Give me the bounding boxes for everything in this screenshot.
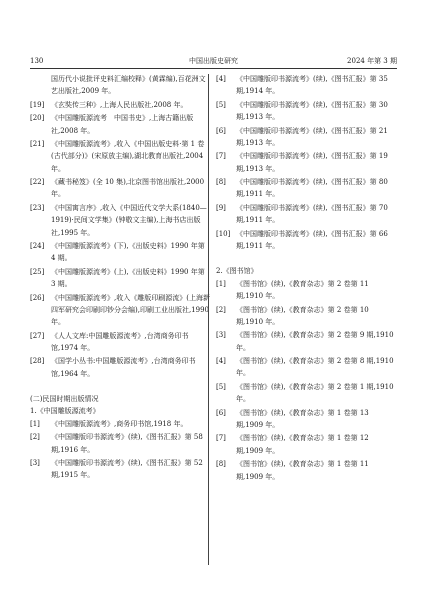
- reference-item: [30, 112, 210, 137]
- reference-text: 《中国雕版源流考》,商务印书馆,1918 年。: [51, 419, 188, 428]
- reference-text: 《中国雕版印书源流考》(续),《图书汇报》第 66 期,1911 年。: [236, 229, 388, 250]
- reference-index: [3]: [216, 331, 226, 340]
- reference-list-d: [216, 278, 396, 483]
- reference-index: [1]: [30, 419, 40, 428]
- reference-index: [5]: [216, 100, 226, 109]
- column-divider: [208, 74, 209, 565]
- reference-item: [30, 240, 210, 265]
- reference-index: [10]: [216, 229, 231, 238]
- reference-index: [4]: [216, 357, 226, 366]
- reference-text: 《图书馆》(续),《教育杂志》第 2 卷第 9 期,1910 年。: [236, 331, 394, 352]
- reference-item: [216, 432, 396, 457]
- reference-index: [26]: [30, 293, 45, 302]
- subsection-heading: 2.《图书馆》: [216, 267, 258, 276]
- header-rule: [30, 68, 397, 69]
- reference-text: 《中国雕版印书源流考》(续),《图书汇报》第 52 期,1915 年。: [51, 459, 203, 480]
- reference-list-b: [30, 418, 210, 482]
- reference-item: [216, 125, 396, 150]
- reference-list-a: [30, 99, 210, 380]
- reference-text: 《人人文库:中国雕版源流考》,台湾商务印书馆,1974 年。: [51, 331, 189, 352]
- subsection-heading: 1.《中国雕版源流考》: [30, 407, 100, 416]
- right-column: [216, 73, 396, 484]
- reference-item: [30, 266, 210, 291]
- reference-index: [19]: [30, 100, 45, 109]
- reference-index: [27]: [30, 331, 45, 340]
- reference-index: [7]: [216, 152, 226, 161]
- reference-text: 《玄奘传三种》,上海人民出版社,2008 年。: [51, 100, 188, 109]
- reference-text: 《中国雕版源流考》(上),《出版史料》1990 年第 3 期。: [51, 267, 205, 289]
- reference-item: [30, 138, 210, 175]
- reference-item: [30, 99, 210, 111]
- reference-item: [216, 278, 396, 303]
- reference-item: [216, 381, 396, 406]
- section-heading: (二)民国时期出版情况: [30, 395, 99, 404]
- reference-item: [30, 355, 210, 380]
- reference-item: [216, 458, 396, 483]
- reference-item: [216, 73, 396, 98]
- reference-text: 《中国雕版源流考》,收入《中国出版史料·第 1 卷(古代部分)》(宋原放主编),湖北教育出版社,2004 年。: [51, 140, 205, 173]
- reference-index: [4]: [216, 75, 226, 83]
- reference-text: 《中国雕版印书源流考》(续),《图书汇报》第 30 期,1913 年。: [236, 100, 388, 122]
- reference-index: [6]: [216, 126, 226, 135]
- reference-index: [28]: [30, 357, 45, 366]
- reference-index: [9]: [216, 203, 226, 212]
- reference-item: [216, 202, 396, 227]
- reference-text: 《图书馆》(续),《教育杂志》第 2 卷第 1 期,1910 年。: [236, 382, 394, 404]
- page-number: 130: [30, 57, 44, 65]
- reference-text: 《图书馆》(续),《教育杂志》第 2 卷第 11 期,1910 年。: [236, 279, 369, 301]
- reference-item: [216, 228, 396, 253]
- reference-text: 《图书馆》(续),《教育杂志》第 1 卷第 11 期,1909 年。: [236, 460, 369, 481]
- reference-item: [30, 292, 210, 329]
- reference-item: [216, 407, 396, 432]
- reference-item: [30, 330, 210, 355]
- reference-text: 《中国雕版源流考 中国书史》,上海古籍出版社,2008 年。: [51, 114, 194, 135]
- reference-index: [24]: [30, 241, 45, 250]
- reference-text: 《中国雕版印书源流考》(续),《图书汇报》第 21 期,1913 年。: [236, 126, 388, 147]
- reference-index: [6]: [216, 408, 226, 417]
- reference-item: [30, 202, 210, 239]
- reference-index: [2]: [30, 433, 40, 442]
- reference-index: [2]: [216, 305, 226, 314]
- reference-text: 《国学小丛书:中国雕版源流考》,台湾商务印书馆,1964 年。: [51, 357, 196, 378]
- reference-item: [216, 355, 396, 380]
- reference-item: [216, 304, 396, 329]
- reference-index: [20]: [30, 114, 45, 123]
- reference-text: 《图书馆》(续),《教育杂志》第 2 卷第 10 期,1910 年。: [236, 305, 369, 326]
- reference-text: 《图书馆》(续),《教育杂志》第 1 卷第 13 期,1909 年。: [236, 408, 369, 429]
- reference-index: [3]: [30, 459, 40, 468]
- reference-text: 《图书馆》(续),《教育杂志》第 1 卷第 12 期,1909 年。: [236, 434, 369, 455]
- reference-text: 《中国雕版印书源流考》(续),《图书汇报》第 70 期,1911 年。: [236, 203, 388, 225]
- reference-index: [8]: [216, 460, 226, 469]
- reference-item: [30, 431, 210, 456]
- reference-item: [216, 329, 396, 354]
- reference-item: [30, 176, 210, 201]
- reference-text: 《中国雕版印书源流考》(续),《图书汇报》第 19 期,1913 年。: [236, 152, 388, 173]
- reference-continuation: 国历代小说批评史料汇编校释》(黄霖编),百花洲文艺出版社,2009 年。: [51, 75, 206, 96]
- reference-index: [23]: [30, 203, 45, 212]
- reference-index: [1]: [216, 279, 226, 288]
- reference-text: 《图书馆》(续),《教育杂志》第 2 卷第 8 期,1910 年。: [236, 357, 394, 378]
- reference-index: [21]: [30, 140, 45, 149]
- reference-index: [5]: [216, 382, 226, 391]
- reference-text: 《中国雕版印书源流考》(续),《图书汇报》第 80 期,1911 年。: [236, 178, 388, 199]
- reference-item: [30, 457, 210, 482]
- issue-label: 2024 年第 3 期: [347, 57, 397, 65]
- reference-item: [30, 418, 210, 430]
- reference-text: 《中国雕版印书源流考》(续),《图书汇报》第 58 期,1916 年。: [51, 433, 203, 454]
- left-column: [30, 73, 210, 483]
- reference-text: 《藏书秘笈》(全 10 集),北京图书馆出版社,2000 年。: [51, 178, 205, 199]
- reference-list-c: [216, 73, 396, 252]
- reference-index: [8]: [216, 178, 226, 187]
- reference-index: [7]: [216, 434, 226, 443]
- reference-index: [22]: [30, 178, 45, 187]
- journal-title: 中国出版史研究: [189, 57, 238, 65]
- reference-text: 《中国雕版源流考》,收入《雕版印刷源流》(上海新四军研究会印刷印钞分会编),印刷工业出版社,1990 年。: [51, 293, 210, 327]
- reference-item: [216, 99, 396, 124]
- reference-item: [216, 150, 396, 175]
- reference-item: [216, 176, 396, 201]
- reference-index: [25]: [30, 267, 45, 276]
- reference-text: 《中国雕版印书源流考》(续),《图书汇报》第 35 期,1914 年。: [236, 75, 388, 96]
- reference-text: 《中国雕版源流考》(下),《出版史料》1990 年第 4 期。: [51, 241, 205, 263]
- reference-text: 《中国寓言序》,收入《中国近代文学大系(1840—1919)·民间文学集》(钟敬文主编),上海书店出版社,1995 年。: [51, 203, 207, 237]
